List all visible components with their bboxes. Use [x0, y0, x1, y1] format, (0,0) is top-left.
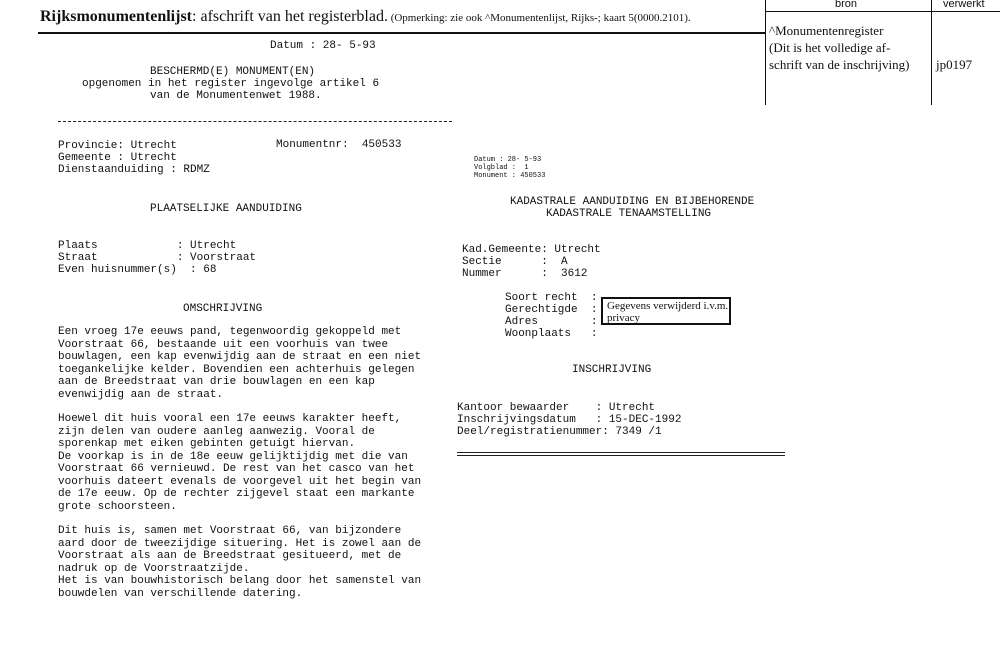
para3-line-6: bouwdelen van verschillende datering.	[58, 587, 303, 600]
inschrijvingsdatum: Inschrijvingsdatum : 15-DEC-1992	[457, 414, 682, 426]
left-datum: Datum : 28- 5-93	[270, 40, 376, 52]
omschrijving-heading: OMSCHRIJVING	[183, 303, 263, 315]
plaatselijke-heading: PLAATSELIJKE AANDUIDING	[150, 203, 302, 215]
kad-gemeente: Kad.Gemeente: Utrecht	[462, 244, 601, 256]
table-left-border	[765, 0, 766, 105]
nummer: Nummer : 3612	[462, 268, 588, 280]
huisnummer: Even huisnummer(s) : 68	[58, 264, 217, 276]
plaats: Plaats : Utrecht	[58, 240, 237, 252]
kadastrale-heading-1: KADASTRALE AANDUIDING EN BIJBEHORENDE	[510, 196, 755, 208]
monumentnr: Monumentnr: 450533	[276, 139, 402, 151]
para3-line-4: nadruk op de Voorstraatzijde.	[58, 562, 250, 575]
para1-line-2: Voorstraat 66, bestaande uit een voorhuis van twee	[58, 338, 389, 351]
label-woonplaats: Woonplaats :	[505, 328, 598, 340]
para3-line-2: aard door de tweezijdige situering. Het is zowel aan de	[58, 537, 422, 550]
title-bold: Rijksmonumentenlijst	[40, 8, 193, 25]
para2-line-1: Hoewel dit huis vooral een 17e eeuws karakter heeft,	[58, 413, 402, 425]
sectie: Sectie : A	[462, 256, 568, 268]
label-soort-recht: Soort recht :	[505, 292, 598, 304]
bron-line-1: ^Monumentenregister	[769, 23, 884, 38]
deel-registratienummer: Deel/registratienummer: 7349 /1	[457, 426, 662, 438]
right-rule-1	[457, 452, 785, 453]
para2-line-8: grote schoorsteen.	[58, 500, 177, 513]
title-rest: : afschrift van het registerblad.	[192, 8, 388, 25]
para1-line-1: Een vroeg 17e eeuws pand, tegenwoordig gekoppeld met	[58, 326, 402, 338]
privacy-line-2: privacy	[607, 312, 640, 324]
para1-line-3: bouwlagen, een kap evenwijdig aan de straat en een niet	[58, 351, 422, 363]
right-small-monument: Monument : 450533	[474, 172, 546, 180]
para3-line-1: Dit huis is, samen met Voorstraat 66, van bijzondere	[58, 525, 402, 537]
left-dashed-rule	[58, 121, 452, 122]
para3-line-5: Het is van bouwhistorisch belang door het samenstel van	[58, 575, 422, 587]
gemeente: Gemeente : Utrecht	[58, 152, 177, 164]
para2-line-2: zijn delen van oudere aanleg aanwezig. Vooral de	[58, 425, 375, 438]
heading-line-2: opgenomen in het register ingevolge artikel 6	[82, 78, 380, 90]
para2-line-6: voorhuis dateert evenals de voorgevel uit het begin van	[58, 475, 422, 488]
inschrijving-heading: INSCHRIJVING	[572, 364, 652, 376]
heading-line-3: van de Monumentenwet 1988.	[150, 90, 322, 102]
para1-line-4: toegankelijke kelder. Bovendien een achterhuis gelegen	[58, 363, 415, 376]
privacy-notice-box	[601, 297, 731, 325]
privacy-line-1: Gegevens verwijderd i.v.m.	[607, 300, 729, 312]
label-adres: Adres :	[505, 316, 598, 328]
col-bron-header: bron	[835, 0, 858, 10]
right-small-datum: Datum : 28- 5-93	[474, 156, 542, 164]
bron-line-2: (Dit is het volledige af-	[769, 40, 891, 55]
right-small-volgblad: Volgblad : 1	[474, 164, 529, 172]
title-note: (Opmerking: zie ook ^Monumentenlijst, Rijks-; kaart 5(0000.2101).	[387, 12, 691, 24]
para2-line-7: de 17e eeuw. Op de rechter zijgevel staat een markante	[58, 488, 415, 500]
straat: Straat : Voorstraat	[58, 252, 257, 264]
table-divider	[931, 0, 932, 105]
heading-line-1: BESCHERMD(E) MONUMENT(EN)	[150, 66, 316, 78]
bron-line-3: schrift van de inschrijving)	[769, 57, 910, 72]
col-verwerkt-header: verwerkt	[943, 0, 985, 10]
provincie: Provincie: Utrecht	[58, 140, 177, 152]
para3-line-3: Voorstraat als aan de Breedstraat gesitueerd, met de	[58, 550, 402, 562]
verwerkt-value: jp0197	[936, 57, 973, 72]
right-rule-2	[457, 455, 785, 456]
para1-line-6: evenwijdig aan de straat.	[58, 388, 224, 401]
label-gerechtigde: Gerechtigde :	[505, 304, 598, 316]
para1-line-5: aan de Breedstraat van drie bouwlagen en een kap	[58, 376, 375, 388]
document-title	[40, 8, 691, 26]
dienstaanduiding: Dienstaanduiding : RDMZ	[58, 164, 210, 176]
table-header-rule	[765, 11, 1000, 12]
header-rule	[38, 32, 765, 34]
kantoor-bewaarder: Kantoor bewaarder : Utrecht	[457, 402, 656, 414]
kadastrale-heading-2: KADASTRALE TENAAMSTELLING	[546, 208, 712, 220]
para2-line-5: Voorstraat 66 vernieuwd. De rest van het casco van het	[58, 463, 415, 475]
para2-line-4: De voorkap is in de 18e eeuw gelijktijdig met die van	[58, 450, 408, 463]
para2-line-3: sporenkap met eiken gebinten getuigt hiervan.	[58, 438, 356, 450]
source-table	[765, 0, 1000, 105]
